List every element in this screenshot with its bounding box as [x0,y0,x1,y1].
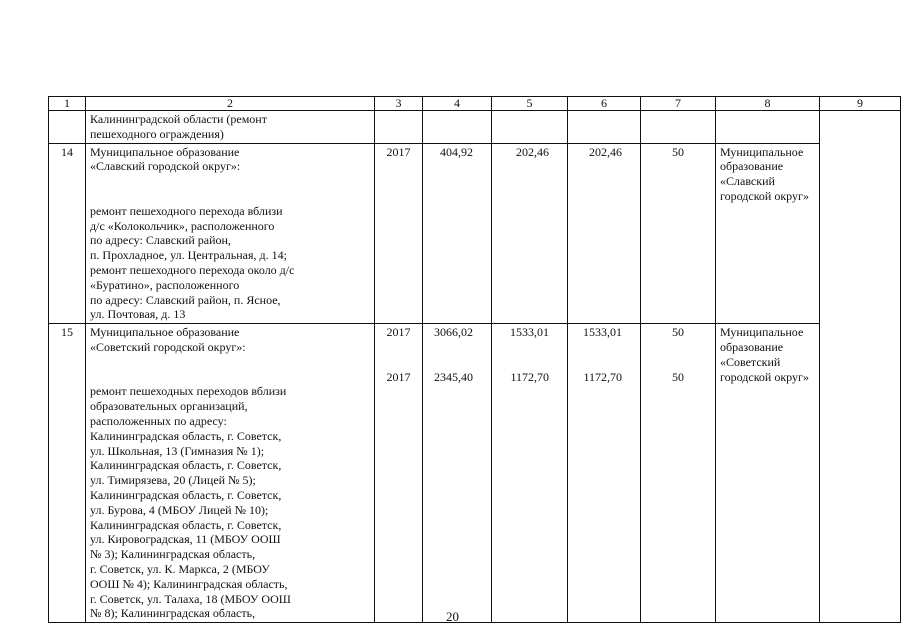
row15-sub-col7: 50 [672,369,684,384]
row15-col5: 1533,01 [510,325,549,340]
row14-description-cell [86,143,375,324]
row15-col7: 50 [672,325,684,340]
row14-desc-line: ул. Почтовая, д. 13 [90,307,186,322]
row14-col4: 404,92 [423,143,492,324]
row14-desc-line: по адресу: Славский район, [90,233,231,248]
row15-recipient-line: Муниципальное [720,325,804,340]
row15-sub-col6: 1172,70 [583,369,622,384]
row15-recipient-line: «Советский [720,354,781,369]
row14-title-line: Муниципальное образование [90,144,240,159]
table-row-15 [49,324,901,623]
row14-recipient-line: образование [720,159,784,174]
row15-desc-line: Калининградская область, г. Советск, [90,487,282,502]
row15-col4-cell [423,324,492,623]
row15-num: 15 [49,324,86,623]
header-col-3: 3 [375,97,423,111]
header-col-4: 4 [423,97,492,111]
row14-desc-line: по адресу: Славский район, п. Ясное, [90,292,281,307]
row15-desc-line: Калининградская область, г. Советск, [90,517,282,532]
row15-recipient-cell [716,324,820,623]
row15-year: 2017 [386,325,411,340]
continuation-row [49,111,901,144]
row14-title-line: «Славский городской округ»: [90,159,241,174]
table-row-14 [49,143,901,324]
row15-col5-gap [496,340,549,370]
row14-desc-line: ремонт пешеходного перехода около д/с [90,262,295,277]
row14-recipient-line: Муниципальное [720,144,804,159]
col9-cell [820,111,901,623]
row15-desc-line: г. Советск, ул. Талаха, 18 (МБОУ ООШ [90,591,291,606]
row15-desc-line: ремонт пешеходных переходов вблизи [90,384,287,399]
header-col-6: 6 [568,97,641,111]
row15-col5-cell [492,324,568,623]
row15-gap [90,355,370,385]
header-col-2: 2 [86,97,375,111]
row15-desc-line: ул. Школьная, 13 (Гимназия № 1); [90,443,265,458]
cont-col5-cell [492,111,568,144]
cont-description-cell [86,111,375,144]
header-col-7: 7 [641,97,716,111]
row15-col6: 1533,01 [583,325,622,340]
row15-col7-gap [645,340,711,370]
row14-num: 14 [49,143,86,324]
cont-line: Калининградской области (ремонт [90,112,267,126]
row15-col6-cell [568,324,641,623]
row14-desc-line: д/с «Колокольчик», расположенного [90,218,275,233]
row15-desc-line: Калининградская область, г. Советск, [90,428,282,443]
row14-recipient-cell [716,143,820,324]
page-number: 20 [446,609,459,624]
row14-desc-line: ремонт пешеходного перехода вблизи [90,203,283,218]
cont-year-cell [375,111,423,144]
row15-col4-gap [427,340,473,370]
row14-desc-line: п. Прохладное, ул. Центральная, д. 14; [90,248,287,263]
row14-col6: 202,46 [568,143,641,324]
row15-title-line: «Советский городской округ»: [90,339,246,354]
row15-desc-line: № 8); Калининградская область, [90,606,256,621]
funding-table [48,96,901,623]
row15-desc-line: расположенных по адресу: [90,413,227,428]
row15-description-cell [86,324,375,623]
row15-desc-line: Калининградская область, г. Советск, [90,458,282,473]
cont-num-cell [49,111,86,144]
cont-col4-cell [423,111,492,144]
row15-year-cell [375,324,423,623]
header-col-5: 5 [492,97,568,111]
header-row [49,97,901,111]
row15-col4: 3066,02 [434,325,473,340]
row15-desc-line: ООШ № 4); Калининградская область, [90,576,288,591]
header-col-1: 1 [49,97,86,111]
row15-desc-line: № 3); Калининградская область, [90,547,256,562]
row15-desc-line: ул. Кировоградская, 11 (МБОУ ООШ [90,532,281,547]
row15-year-gap [379,340,418,370]
row15-desc-line: ул. Бурова, 4 (МБОУ Лицей № 10); [90,502,269,517]
row15-sub-year: 2017 [386,369,411,384]
row15-col6-gap [572,340,622,370]
row14-desc-line: «Буратино», расположенного [90,277,240,292]
row14-year: 2017 [375,143,423,324]
cont-line: пешеходного ограждения) [90,126,224,141]
cont-col6-cell [568,111,641,144]
row15-recipient-line: образование [720,339,784,354]
row14-gap [90,174,370,204]
row15-sub-col5: 1172,70 [510,369,549,384]
cont-recipient-cell [716,111,820,144]
row15-desc-line: образовательных организаций, [90,399,248,414]
row14-recipient-line: городской округ» [720,188,809,203]
row15-title-line: Муниципальное образование [90,325,240,340]
row14-col5: 202,46 [492,143,568,324]
row14-col7: 50 [641,143,716,324]
header-col-9: 9 [820,97,901,111]
header-col-8: 8 [716,97,820,111]
row14-recipient-line: «Славский [720,174,775,189]
row15-recipient-line: городской округ» [720,369,809,384]
row15-col7-cell [641,324,716,623]
row15-desc-line: г. Советск, ул. К. Маркса, 2 (МБОУ [90,561,270,576]
cont-col7-cell [641,111,716,144]
row15-sub-col4: 2345,40 [434,369,473,384]
row15-desc-line: ул. Тимирязева, 20 (Лицей № 5); [90,473,256,488]
